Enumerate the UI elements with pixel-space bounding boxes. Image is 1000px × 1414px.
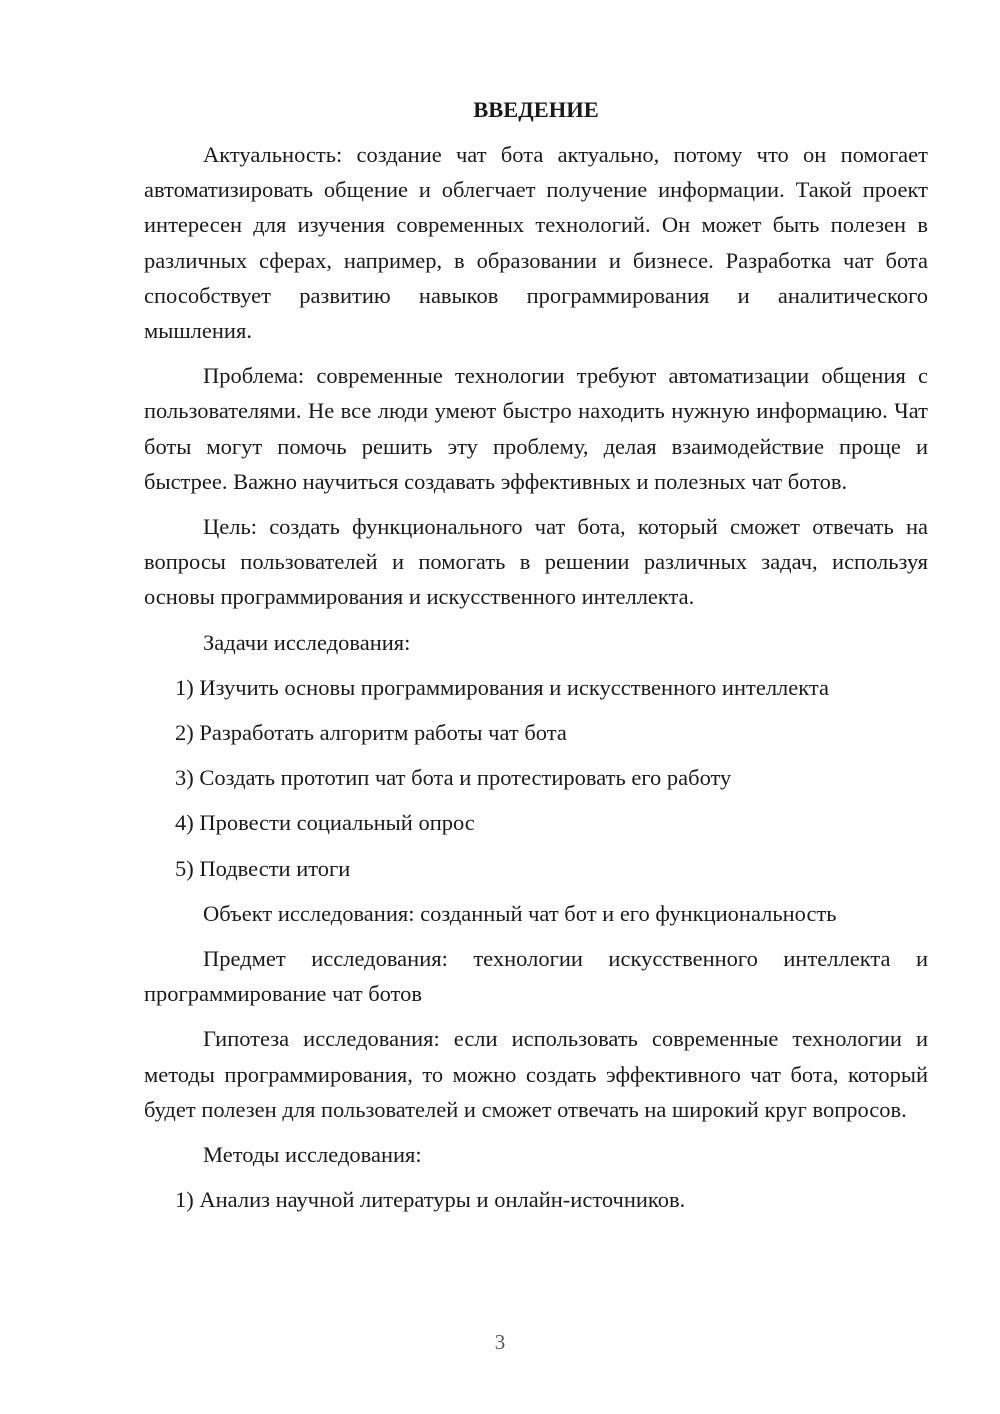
page-content — [144, 93, 928, 1227]
paragraph-goal: Цель: создать функционального чат бота, который сможет отвечать на вопросы пользователей и помогать в решении различных задач, используя основы программирования и искусственного интеллекта. — [144, 514, 928, 610]
method-item-1: 1) Анализ научной литературы и онлайн-источников. — [175, 1187, 686, 1213]
methods-heading: Методы исследования: — [203, 1142, 422, 1168]
page-number: 3 — [494, 1330, 506, 1354]
task-item-2: 2) Разработать алгоритм работы чат бота — [175, 720, 567, 746]
tasks-heading: Задачи исследования: — [203, 629, 411, 655]
paragraph-problem: Проблема: современные технологии требуют автоматизации общения с пользователями. Не все люди умеют быстро находить нужную информацию. Чат боты могут помочь решить эту проблему, делая взаимодействие проще и быстрее. Важно научиться создавать эффективных и полезных чат ботов. — [144, 363, 928, 494]
task-item-5: 5) Подвести итоги — [175, 855, 351, 881]
paragraph-hypothesis: Гипотеза исследования: если использовать современные технологии и методы программирования, то можно создать эффективного чат бота, который будет полезен для пользователей и сможет отвечать на широкий круг вопросов. — [144, 1026, 928, 1122]
paragraph-relevance: Актуальность: создание чат бота актуально, потому что он помогает автоматизировать общение и облегчает получение информации. Такой проект интересен для изучения современных технологий. Он может быть полезен в различных сферах, например, в образовании и бизнесе. Разработка чат бота способствует развитию навыков программирования и аналитического мышления. — [144, 142, 928, 344]
page-title: ВВЕДЕНИЕ — [473, 97, 599, 122]
paragraph-subject: Предмет исследования: технологии искусственного интеллекта и программирование чат ботов — [144, 946, 928, 1007]
task-item-4: 4) Провести социальный опрос — [175, 810, 475, 836]
task-item-1: 1) Изучить основы программирования и искусственного интеллекта — [175, 674, 829, 700]
task-item-3: 3) Создать прототип чат бота и протестировать его работу — [175, 765, 732, 791]
paragraph-object: Объект исследования: созданный чат бот и его функциональность — [203, 900, 837, 926]
